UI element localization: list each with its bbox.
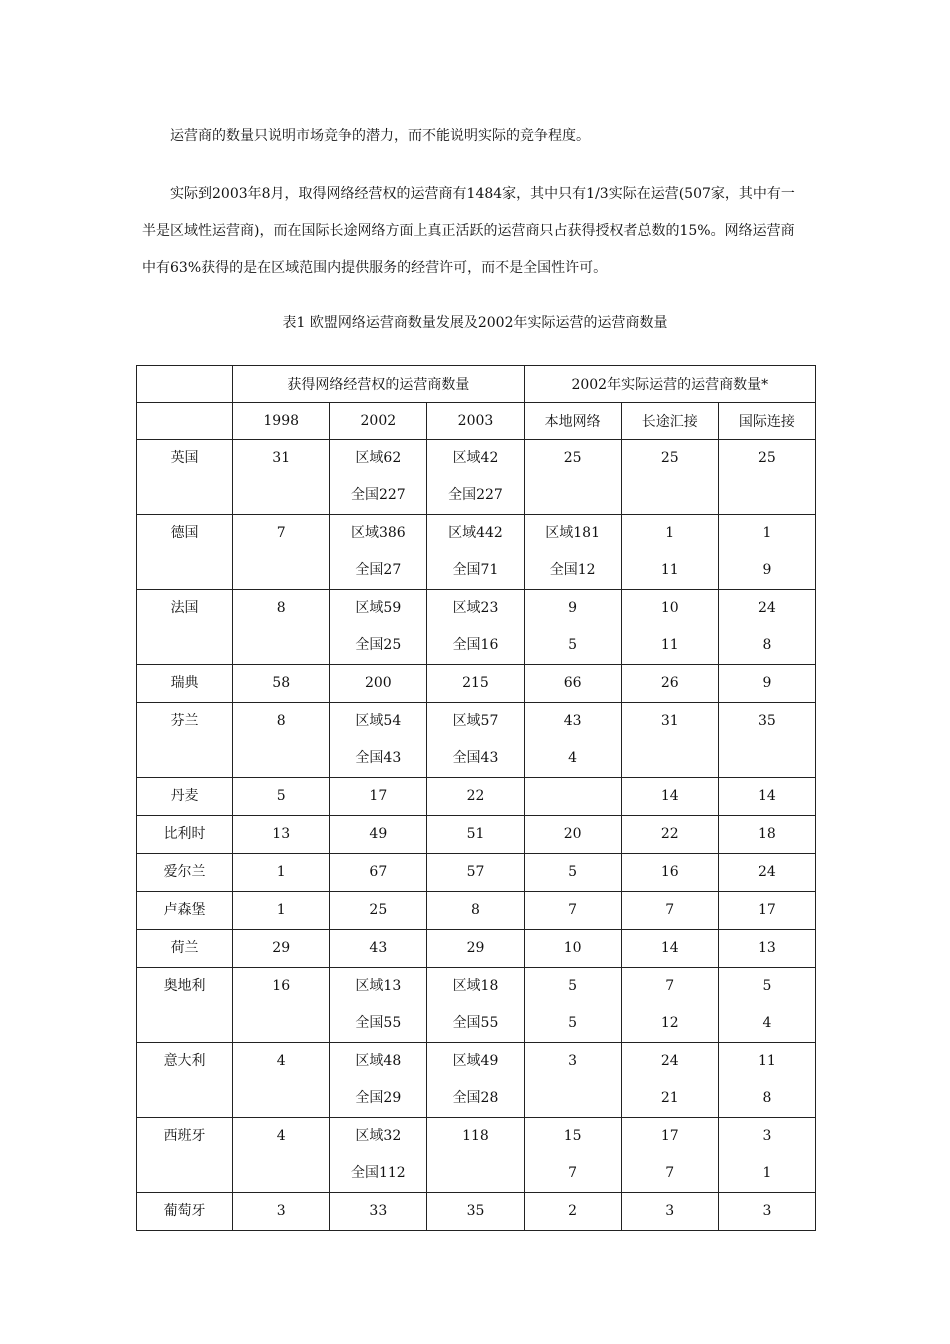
table-row: [137, 930, 816, 968]
table-cell: [718, 665, 815, 703]
cell-spacer: [427, 1155, 523, 1192]
cell-value: 4: [276, 1053, 286, 1069]
cell-value: 区域13: [355, 978, 402, 994]
cell-value: [525, 778, 621, 815]
cell-value: 22: [466, 788, 485, 804]
table-cell: [621, 1118, 718, 1193]
cell-value: 区域442: [448, 525, 503, 541]
country-cell: [137, 816, 233, 854]
table-cell: [524, 440, 621, 515]
table-cell: [718, 515, 815, 590]
table-cell: [718, 816, 815, 854]
cell-spacer: [525, 477, 621, 514]
cell-spacer: [622, 477, 718, 514]
paragraph-2: 实际到2003年8月，取得网络经营权的运营商有1484家，其中只有1/3实际在运营(507家，其中有一半是区域性运营商)，而在国际长途网络方面上真正活跃的运营商只占获得授权者总数的15%。网络运营商中有63%获得的是在区域范围内提供服务的经营许可，而不是全国性许可。: [142, 186, 795, 276]
table-cell: [524, 590, 621, 665]
cell-value: 8: [276, 600, 286, 616]
cell-value: 全国55: [452, 1015, 499, 1031]
cell-value: 31: [272, 450, 291, 466]
cell-value: 1: [276, 864, 286, 880]
country-name: 意大利: [163, 1053, 206, 1069]
table-cell: [330, 892, 427, 930]
table-cell: [621, 665, 718, 703]
subheader-blank: [137, 403, 233, 440]
table-cell: [524, 665, 621, 703]
subheader-local-network: 本地网络: [524, 403, 621, 440]
table-row: [137, 1043, 816, 1118]
cell-value: 区域386: [350, 525, 406, 541]
cell-value: 3: [276, 1203, 286, 1219]
table-cell: [427, 515, 524, 590]
cell-spacer: [137, 1005, 232, 1042]
table-cell: [233, 892, 330, 930]
cell-value: 5: [762, 978, 772, 994]
country-cell: [137, 930, 233, 968]
cell-value: 区域23: [452, 600, 499, 616]
cell-value: 5: [568, 978, 578, 994]
table-cell: [427, 440, 524, 515]
cell-value: 1: [762, 1165, 772, 1181]
cell-value: 25: [660, 450, 679, 466]
cell-value: 25: [369, 902, 388, 918]
table-cell: [621, 1043, 718, 1118]
table-cell: [524, 854, 621, 892]
table-cell: [330, 930, 427, 968]
cell-spacer: [622, 740, 718, 777]
table-cell: [427, 1043, 524, 1118]
cell-value: 14: [660, 940, 679, 956]
table-cell: [524, 930, 621, 968]
cell-value: 12: [660, 1015, 679, 1031]
country-cell: [137, 892, 233, 930]
table-cell: [330, 1043, 427, 1118]
cell-value: 全国12: [549, 562, 596, 578]
cell-value: 35: [466, 1203, 485, 1219]
cell-value: 118: [462, 1128, 489, 1144]
cell-value: 3: [568, 1053, 578, 1069]
table-cell: [233, 590, 330, 665]
table-row: [137, 778, 816, 816]
table-cell: [330, 968, 427, 1043]
table-cell: [427, 816, 524, 854]
cell-value: 全国29: [355, 1090, 402, 1106]
cell-spacer: [233, 627, 329, 664]
table-cell: [233, 968, 330, 1043]
table-cell: [524, 778, 621, 816]
cell-value: 5: [568, 864, 578, 880]
cell-value: 13: [272, 826, 291, 842]
table-row: [137, 854, 816, 892]
cell-value: 29: [272, 940, 291, 956]
cell-value: 4: [276, 1128, 286, 1144]
table-cell: [718, 440, 815, 515]
cell-value: 10: [660, 600, 679, 616]
cell-value: 29: [466, 940, 485, 956]
table-row: [137, 968, 816, 1043]
table-cell: [233, 854, 330, 892]
cell-value: 20: [563, 826, 582, 842]
cell-value: 25: [563, 450, 582, 466]
cell-spacer: [525, 1080, 621, 1117]
table-cell: [524, 1193, 621, 1231]
cell-value: 区域181: [545, 525, 600, 541]
table-cell: [233, 440, 330, 515]
cell-value: 200: [364, 675, 392, 691]
country-cell: [137, 1043, 233, 1118]
country-name: 瑞典: [170, 675, 199, 691]
cell-value: 11: [758, 1053, 776, 1069]
cell-value: 区域18: [452, 978, 499, 994]
cell-value: 11: [660, 562, 679, 578]
cell-spacer: [137, 1155, 232, 1192]
table-cell: [621, 892, 718, 930]
table-cell: [524, 515, 621, 590]
cell-value: 3: [665, 1203, 675, 1219]
subheader-2003: 2003: [427, 403, 524, 440]
table-cell: [330, 590, 427, 665]
header-licensed-operators: 获得网络经营权的运营商数量: [233, 366, 524, 403]
table-row: [137, 590, 816, 665]
cell-value: 4: [568, 750, 578, 766]
cell-value: 24: [758, 864, 776, 880]
table-cell: [718, 590, 815, 665]
table-cell: [427, 703, 524, 778]
country-name: 芬兰: [170, 713, 199, 729]
cell-value: 3: [762, 1128, 772, 1144]
table-cell: [621, 854, 718, 892]
cell-spacer: [233, 1080, 329, 1117]
subheader-2002: 2002: [330, 403, 427, 440]
cell-spacer: [233, 477, 329, 514]
cell-spacer: [719, 740, 815, 777]
cell-spacer: [233, 740, 329, 777]
cell-spacer: [137, 1080, 232, 1117]
cell-value: 全国71: [452, 562, 499, 578]
country-name: 爱尔兰: [163, 864, 206, 880]
table-cell: [718, 1193, 815, 1231]
cell-value: 58: [272, 675, 291, 691]
subheader-international: 国际连接: [718, 403, 815, 440]
cell-value: 15: [563, 1128, 582, 1144]
cell-value: 11: [660, 637, 679, 653]
table-cell: [718, 778, 815, 816]
cell-value: 7: [665, 1165, 675, 1181]
country-cell: [137, 440, 233, 515]
table-cell: [233, 1043, 330, 1118]
subheader-long-distance: 长途汇接: [621, 403, 718, 440]
table-row: [137, 892, 816, 930]
table-cell: [621, 1193, 718, 1231]
country-name: 德国: [170, 525, 199, 541]
table-row: [137, 665, 816, 703]
table-cell: [524, 968, 621, 1043]
table-cell: [233, 1118, 330, 1193]
cell-value: 14: [660, 788, 679, 804]
table-cell: [621, 816, 718, 854]
cell-value: 8: [762, 1090, 772, 1106]
table-cell: [427, 968, 524, 1043]
cell-value: 43: [563, 713, 582, 729]
cell-value: 区域62: [355, 450, 402, 466]
cell-value: 区域54: [355, 713, 402, 729]
cell-value: 49: [369, 826, 388, 842]
cell-value: 1: [276, 902, 286, 918]
table-cell: [330, 778, 427, 816]
table-sub-header-row: [137, 403, 816, 440]
country-cell: [137, 703, 233, 778]
table-cell: [427, 665, 524, 703]
cell-spacer: [233, 552, 329, 589]
table-cell: [718, 892, 815, 930]
cell-value: 66: [563, 675, 582, 691]
country-name: 奥地利: [163, 978, 206, 994]
cell-value: 7: [568, 1165, 578, 1181]
cell-value: 7: [568, 902, 578, 918]
table-cell: [330, 816, 427, 854]
table-row: [137, 1193, 816, 1231]
cell-spacer: [137, 477, 232, 514]
table-cell: [427, 892, 524, 930]
table-cell: [330, 1118, 427, 1193]
table-cell: [427, 854, 524, 892]
table-cell: [621, 440, 718, 515]
cell-value: 5: [568, 1015, 578, 1031]
table-cell: [718, 854, 815, 892]
table-cell: [718, 930, 815, 968]
cell-value: 4: [762, 1015, 772, 1031]
header-corner: [137, 366, 233, 403]
table-cell: [330, 440, 427, 515]
table-group-header-row: [137, 366, 816, 403]
country-name: 英国: [170, 450, 199, 466]
table-row: [137, 703, 816, 778]
cell-value: 17: [758, 902, 776, 918]
cell-value: 22: [660, 826, 679, 842]
cell-value: 区域49: [452, 1053, 499, 1069]
cell-value: 区域42: [452, 450, 499, 466]
table-cell: [330, 703, 427, 778]
table-cell: [718, 1118, 815, 1193]
country-name: 葡萄牙: [163, 1203, 206, 1219]
table-cell: [621, 778, 718, 816]
table-cell: [427, 930, 524, 968]
table-row: [137, 816, 816, 854]
table-cell: [524, 1043, 621, 1118]
table-cell: [233, 665, 330, 703]
table-cell: [621, 515, 718, 590]
cell-value: 24: [660, 1053, 679, 1069]
table-caption: 表1 欧盟网络运营商数量发展及2002年实际运营的运营商数量: [282, 315, 668, 331]
table-cell: [718, 1043, 815, 1118]
cell-value: 7: [665, 978, 675, 994]
cell-value: 全国55: [355, 1015, 402, 1031]
cell-value: 1: [665, 525, 675, 541]
cell-value: 16: [272, 978, 291, 994]
cell-value: 7: [665, 902, 675, 918]
cell-spacer: [137, 740, 232, 777]
cell-value: 35: [758, 713, 776, 729]
country-cell: [137, 515, 233, 590]
table-row: [137, 440, 816, 515]
country-name: 荷兰: [170, 940, 199, 956]
table-cell: [330, 1193, 427, 1231]
cell-value: 区域57: [452, 713, 499, 729]
table-cell: [718, 703, 815, 778]
table-cell: [233, 930, 330, 968]
table-cell: [233, 703, 330, 778]
subheader-1998: 1998: [233, 403, 330, 440]
country-cell: [137, 854, 233, 892]
cell-spacer: [233, 1155, 329, 1192]
cell-value: 全国27: [355, 562, 402, 578]
country-cell: [137, 665, 233, 703]
table-cell: [524, 703, 621, 778]
country-name: 西班牙: [163, 1128, 206, 1144]
cell-value: 1: [762, 525, 772, 541]
table-cell: [427, 1193, 524, 1231]
cell-value: 8: [276, 713, 286, 729]
table-cell: [233, 778, 330, 816]
cell-value: 8: [471, 902, 480, 918]
cell-value: 9: [762, 675, 772, 691]
cell-value: 24: [758, 600, 776, 616]
cell-spacer: [233, 1005, 329, 1042]
cell-value: 区域59: [355, 600, 402, 616]
table-cell: [621, 703, 718, 778]
cell-value: 10: [563, 940, 582, 956]
table-cell: [427, 590, 524, 665]
country-name: 法国: [170, 600, 199, 616]
table-cell: [233, 816, 330, 854]
cell-value: 全国112: [350, 1165, 406, 1181]
cell-value: 全国25: [355, 637, 402, 653]
cell-value: 57: [466, 864, 485, 880]
cell-value: 25: [758, 450, 776, 466]
cell-value: 区域32: [355, 1128, 402, 1144]
cell-value: 全国227: [448, 487, 503, 503]
cell-spacer: [719, 477, 815, 514]
table-cell: [427, 778, 524, 816]
table-cell: [621, 590, 718, 665]
cell-value: 14: [758, 788, 776, 804]
cell-value: 215: [462, 675, 489, 691]
cell-value: 16: [660, 864, 679, 880]
table-row: [137, 515, 816, 590]
cell-value: 2: [568, 1203, 578, 1219]
table-cell: [330, 515, 427, 590]
cell-spacer: [137, 552, 232, 589]
cell-value: 31: [660, 713, 679, 729]
cell-value: 18: [758, 826, 776, 842]
table-cell: [427, 1118, 524, 1193]
table-cell: [524, 1118, 621, 1193]
cell-spacer: [137, 627, 232, 664]
cell-value: 5: [276, 788, 286, 804]
cell-value: 7: [276, 525, 286, 541]
cell-value: 全国43: [452, 750, 499, 766]
cell-value: 33: [369, 1203, 388, 1219]
country-cell: [137, 778, 233, 816]
cell-value: 9: [762, 562, 772, 578]
table-body: [137, 366, 816, 1231]
cell-value: 8: [762, 637, 772, 653]
cell-value: 全国227: [350, 487, 406, 503]
cell-value: 5: [568, 637, 578, 653]
table-cell: [524, 816, 621, 854]
cell-value: 3: [762, 1203, 772, 1219]
cell-value: 全国28: [452, 1090, 499, 1106]
cell-value: 21: [660, 1090, 679, 1106]
cell-value: 全国16: [452, 637, 499, 653]
cell-value: 43: [369, 940, 388, 956]
table-cell: [524, 892, 621, 930]
table-row: [137, 1118, 816, 1193]
cell-value: 9: [568, 600, 578, 616]
country-name: 丹麦: [170, 788, 199, 804]
paragraph-1: 运营商的数量只说明市场竞争的潜力，而不能说明实际的竞争程度。: [170, 128, 590, 144]
country-cell: [137, 590, 233, 665]
table-cell: [621, 968, 718, 1043]
country-cell: [137, 1193, 233, 1231]
table-cell: [330, 854, 427, 892]
cell-value: 区域48: [355, 1053, 402, 1069]
country-cell: [137, 1118, 233, 1193]
table-cell: [330, 665, 427, 703]
table-cell: [621, 930, 718, 968]
header-active-operators-2002: 2002年实际运营的运营商数量*: [524, 366, 815, 403]
cell-value: 51: [466, 826, 485, 842]
cell-value: 67: [369, 864, 388, 880]
country-cell: [137, 968, 233, 1043]
country-name: 卢森堡: [163, 902, 206, 918]
cell-value: 全国43: [355, 750, 402, 766]
cell-value: 26: [660, 675, 679, 691]
country-name: 比利时: [163, 826, 206, 842]
cell-value: 17: [660, 1128, 679, 1144]
table-cell: [233, 515, 330, 590]
operators-table: [136, 365, 816, 1231]
table-cell: [233, 1193, 330, 1231]
table-cell: [718, 968, 815, 1043]
cell-value: 13: [758, 940, 776, 956]
cell-value: 17: [369, 788, 388, 804]
